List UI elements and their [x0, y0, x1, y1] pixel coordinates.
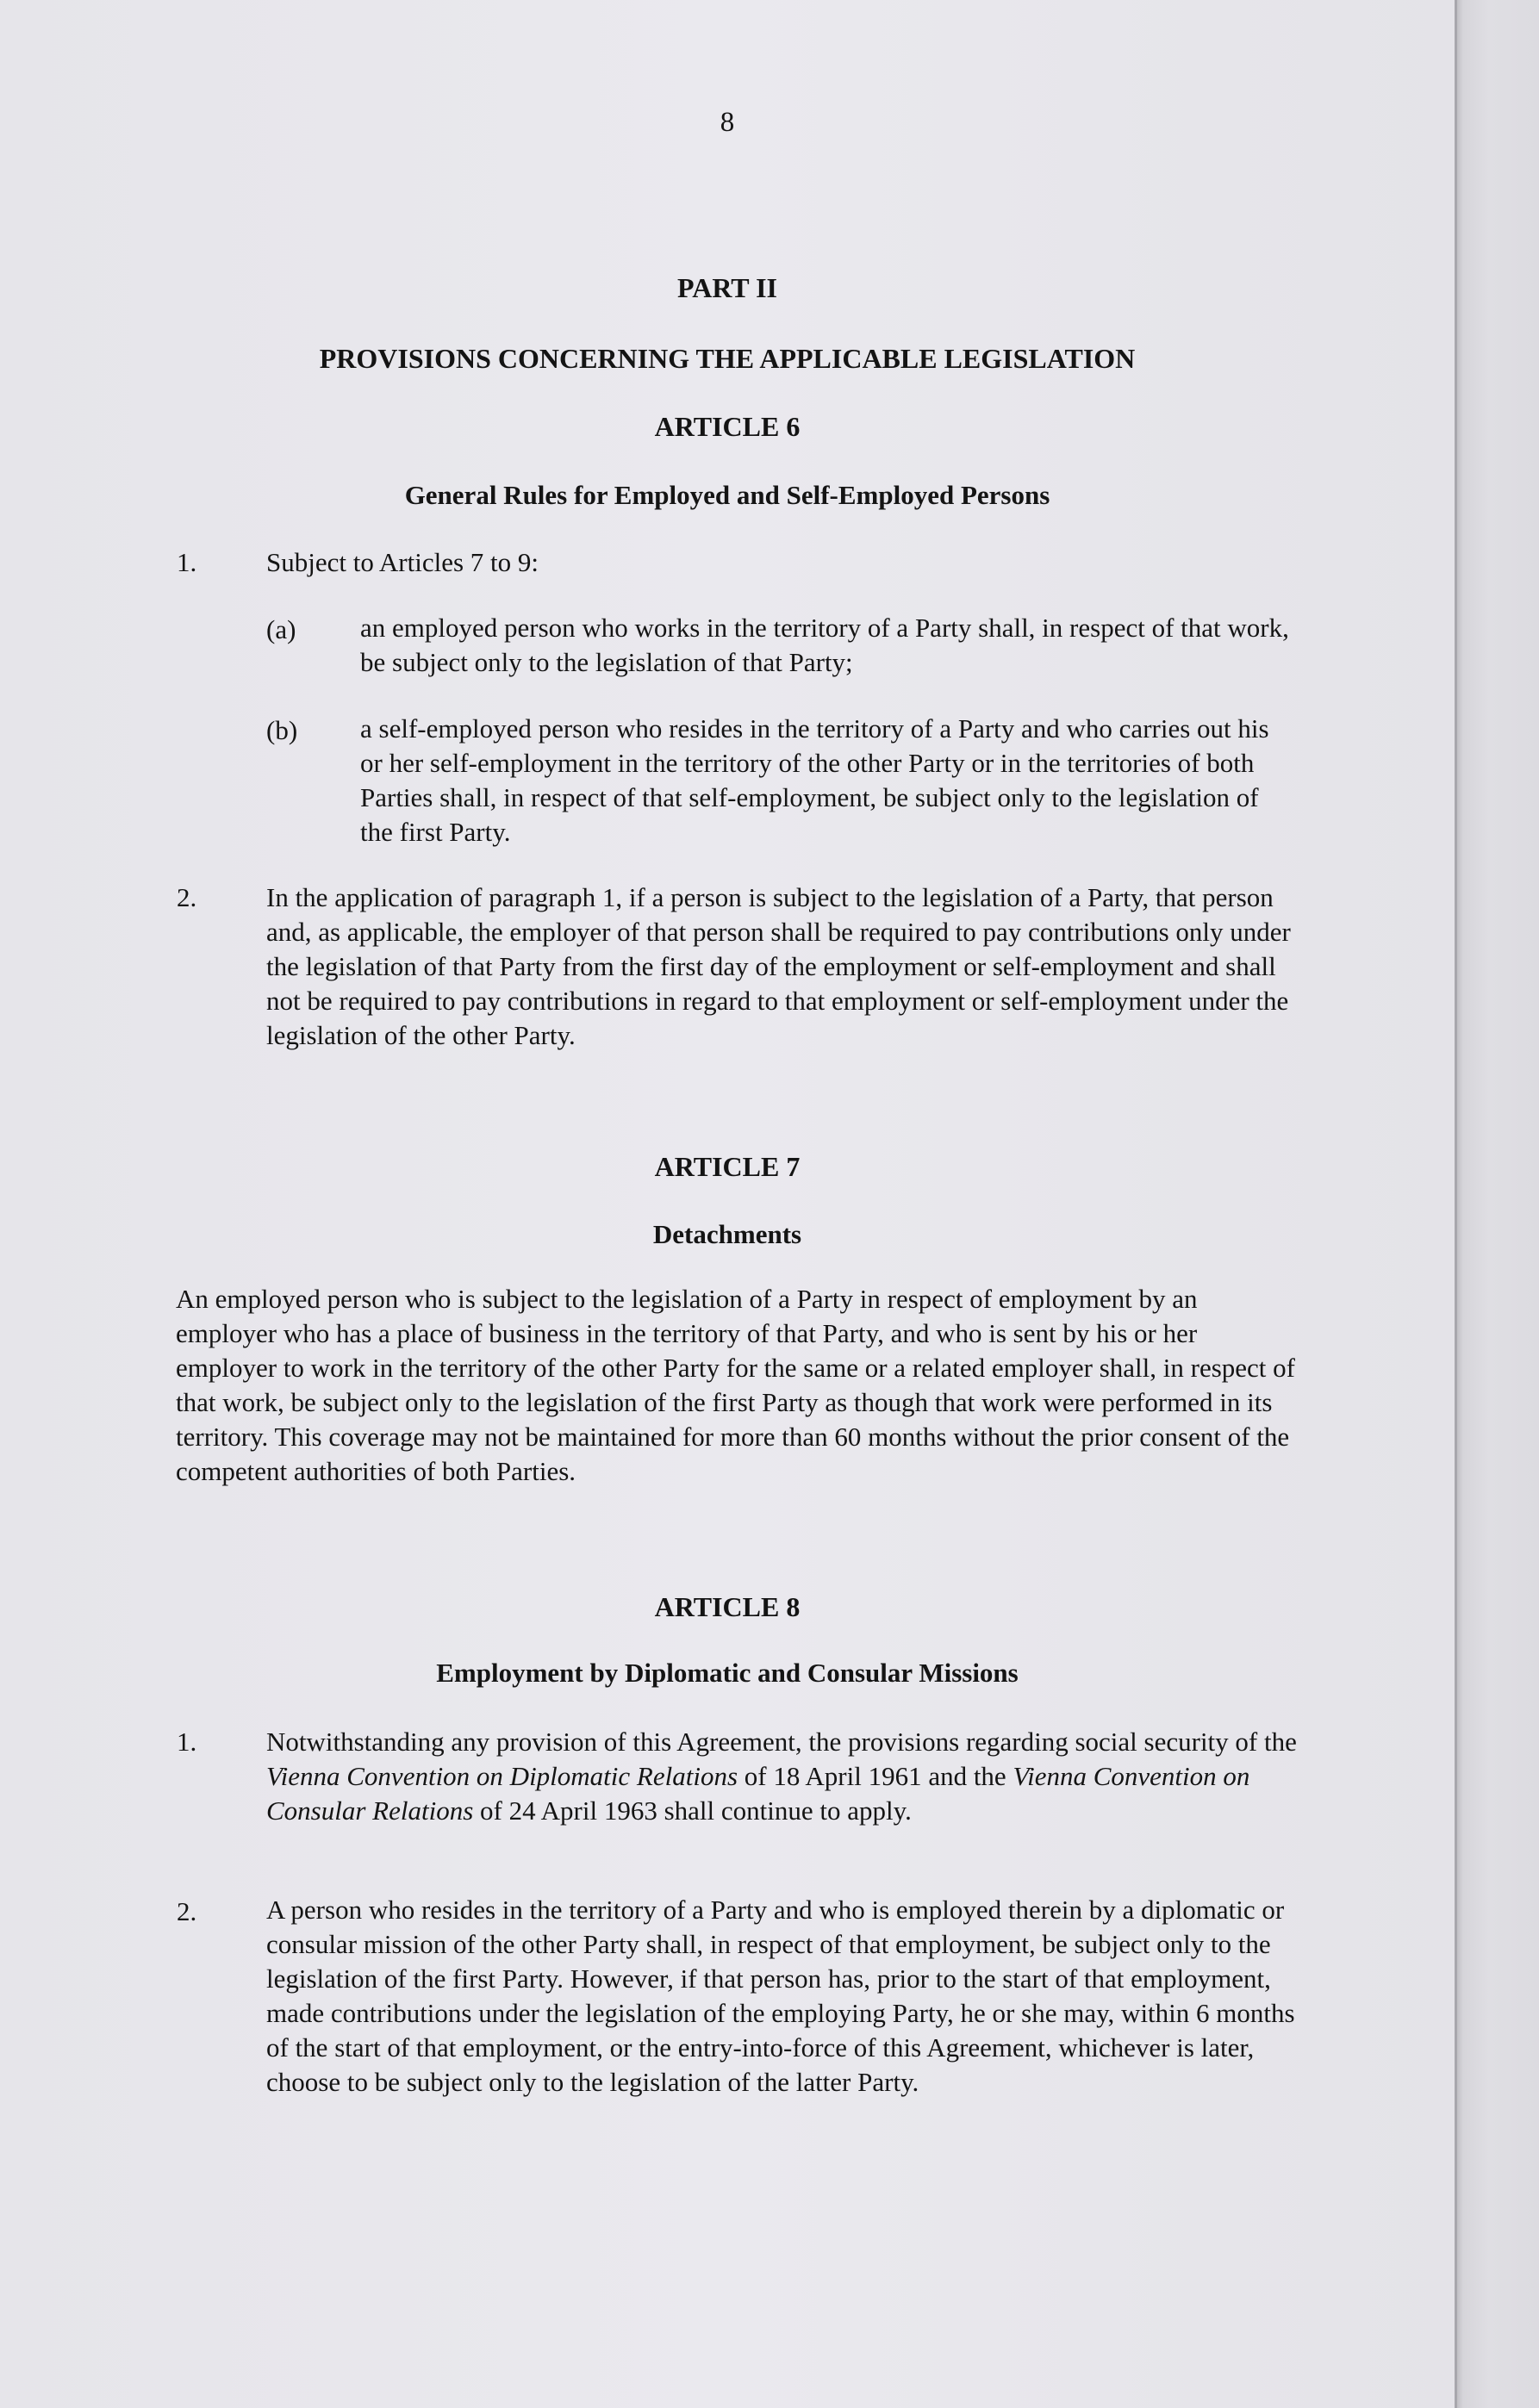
article-7-subtitle: Detachments — [652, 1219, 802, 1249]
article-8-paragraph-2-number: 2. — [177, 1896, 197, 1926]
vienna-consular-convention-title: Vienna Convention on Consular Relations — [266, 1761, 1250, 1826]
article-8-paragraph-1-text-c: of 24 April 1963 shall continue to apply. — [473, 1795, 912, 1826]
page-edge-line — [1455, 0, 1457, 2408]
article-8-paragraph-1-text-a: Notwithstanding any provision of this Agreement, the provisions regarding social security of the — [266, 1727, 1297, 1757]
article-6-paragraph-2-number: 2. — [177, 882, 197, 912]
page-number: 8 — [720, 107, 735, 138]
article-6-item-b-label: (b) — [266, 715, 298, 745]
article-6-paragraph-1-number: 1. — [177, 547, 197, 577]
article-8-paragraph-1-text-b: of 18 April 1961 and the — [738, 1761, 1013, 1791]
article-8-paragraph-2-text: A person who resides in the territory of a Party and who is employed therein by a diplomatic or consular mission of the other Party shall, in respect of that employment, be subject only to the legislation of the first Party. However, if that person has, prior to the start of that employment, made contributions under the legislation of the employing Party, he or she may, within 6 months of the start of that employment, or the entry-into-force of this Agreement, whichever is later, choose to be subject only to the legislation of the latter Party. — [266, 1895, 1295, 2097]
article-7-title: ARTICLE 7 — [654, 1151, 801, 1182]
article-6-item-a-text: an employed person who works in the territory of a Party shall, in respect of that work, be subject only to the legislation of that Party; — [360, 613, 1289, 677]
article-8-paragraph-1-number: 1. — [177, 1727, 197, 1757]
article-6-paragraph-1-text: Subject to Articles 7 to 9: — [266, 547, 539, 577]
article-7-text: An employed person who is subject to the legislation of a Party in respect of employment by an employer who has a place of business in the territory of that Party, and who is sent by his or her employer to work in the territory of the other Party for the same or a related employer shall, in respect of that work, be subject only to the legislation of the first Party as though that work were performed in its territory. This coverage may not be maintained for more than 60 months without the prior consent of the competent authorities of both Parties. — [176, 1284, 1295, 1486]
part-heading: PROVISIONS CONCERNING THE APPLICABLE LEGISLATION — [319, 343, 1136, 374]
page-edge-shadow — [1455, 0, 1539, 2408]
article-6-item-b-text: a self-employed person who resides in the territory of a Party and who carries out his or her self-employment in the territory of the other Party or in the territories of both Parties shall, in respect of that self-employment, be subject only to the legislation of the first Party. — [360, 713, 1269, 847]
article-6-title: ARTICLE 6 — [654, 411, 801, 442]
article-6-item-a-label: (a) — [266, 614, 296, 644]
vienna-diplomatic-convention-title: Vienna Convention on Diplomatic Relations — [266, 1761, 738, 1791]
part-title: PART II — [677, 272, 777, 303]
article-8-paragraph-1-text — [266, 1725, 1300, 1828]
article-8-title: ARTICLE 8 — [654, 1591, 801, 1622]
article-6-subtitle: General Rules for Employed and Self-Employed Persons — [404, 480, 1050, 510]
article-8-subtitle: Employment by Diplomatic and Consular Missions — [436, 1658, 1019, 1688]
article-6-paragraph-2-text: In the application of paragraph 1, if a person is subject to the legislation of a Party, that person and, as applicable, the employer of that person shall be required to pay contributions only under the legislation of that Party from the first day of the employment or self-employment and shall not be required to pay contributions in regard to that employment or self-employment under the legislation of the other Party. — [266, 882, 1291, 1050]
